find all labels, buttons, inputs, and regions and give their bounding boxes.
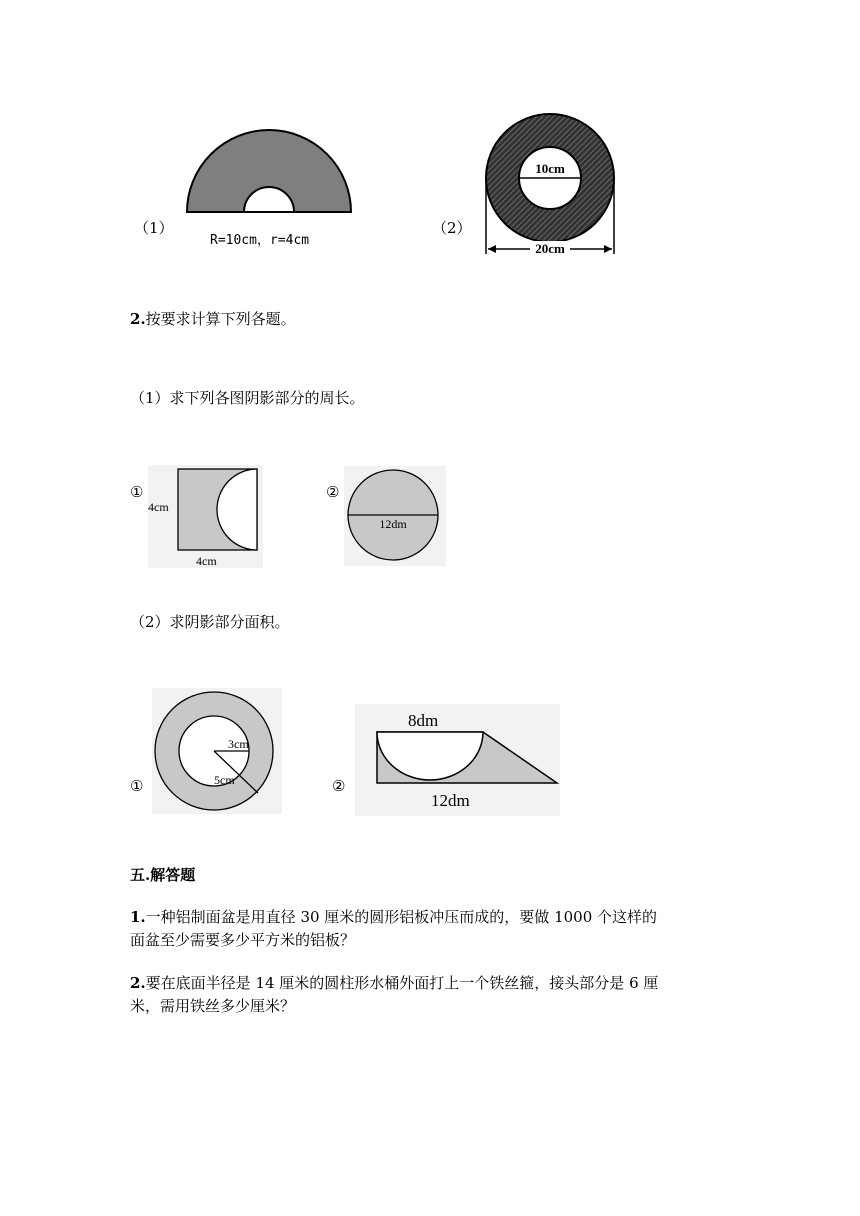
- half-ring-figure: [180, 130, 360, 220]
- arrow-left: [488, 245, 496, 253]
- section-5-q2-number: 2.: [130, 974, 146, 992]
- inner-diameter-label: 10cm: [535, 161, 565, 176]
- part-2-label: （2）求阴影部分面积。: [130, 613, 290, 631]
- square-side-label: 4cm: [148, 500, 169, 514]
- section-5-heading: 五.解答题: [130, 866, 196, 884]
- section-5-q1-line1: 一种铝制面盆是用直径 30 厘米的圆形铝板冲压而成的，要做 1000 个这样的: [145, 908, 658, 926]
- section-5-q1-line2: 面盆至少需要多少平方米的铝板？: [130, 931, 356, 949]
- trapezoid-semicircle-figure: [355, 704, 560, 816]
- question-2-title: [130, 308, 296, 330]
- circle-diameter-label: 12dm: [379, 517, 407, 531]
- section-5-q2-line1: 要在底面半径是 14 厘米的圆柱形水桶外面打上一个铁丝箍，接头部分是 6 厘: [145, 974, 659, 992]
- figure-1-index: （1）: [134, 219, 174, 237]
- part-1-label: （1）求下列各图阴影部分的周长。: [130, 389, 365, 407]
- section-5-q2: [130, 972, 658, 994]
- figure-1-caption: R=10cm，r=4cm: [210, 233, 310, 248]
- square-semicircle-figure: [148, 465, 268, 573]
- inner-radius-label: 3cm: [228, 737, 249, 751]
- square-bottom-label: 4cm: [196, 554, 217, 568]
- part-2-fig-b-marker: ②: [332, 777, 346, 795]
- section-5-q1: [130, 906, 657, 928]
- half-ring-shape: [187, 130, 351, 212]
- trapezoid-bottom-label: 12dm: [431, 791, 470, 810]
- figure-2-index: （2）: [432, 219, 472, 237]
- part-2-fig-a-marker: ①: [130, 777, 144, 795]
- part-1-fig-a-marker: ①: [130, 483, 144, 501]
- part-1-fig-b-marker: ②: [326, 483, 340, 501]
- outer-radius-label: 5cm: [214, 773, 235, 787]
- hatched-ring-figure: [482, 120, 622, 260]
- section-5-q2-line2: 米，需用铁丝多少厘米？: [130, 997, 296, 1015]
- trapezoid-top-label: 8dm: [408, 711, 439, 730]
- arrow-right: [604, 245, 612, 253]
- section-5-q1-number: 1.: [130, 908, 146, 926]
- question-2-text: 按要求计算下列各题。: [145, 310, 296, 328]
- ring-figure: [152, 688, 282, 814]
- outer-diameter-label: 20cm: [535, 241, 565, 256]
- circle-diameter-figure: [344, 466, 446, 566]
- question-2-number: 2.: [130, 310, 146, 328]
